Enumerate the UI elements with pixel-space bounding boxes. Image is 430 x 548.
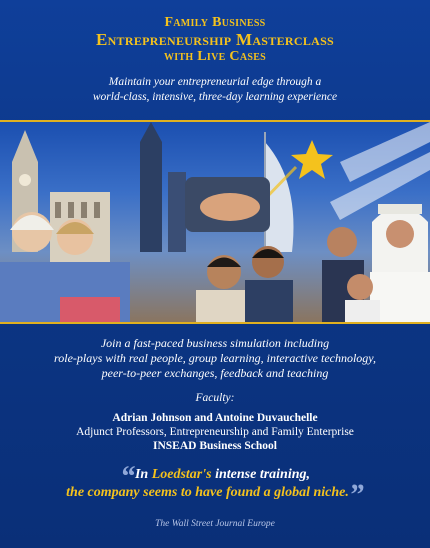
quote-line-2 [0,478,430,511]
program-description [0,336,430,381]
title-line-2: Entrepreneurship Masterclass [95,30,335,49]
subtitle-line-2: world-class, intensive, three-day learning experience [92,91,338,103]
description-line-2: role-plays with real people, group learning, interactive technology, [54,351,376,365]
faculty-names: Adrian Johnson and Antoine Duvauchelle [112,412,318,424]
quote-highlight: Loedstar's [151,467,212,482]
testimonial-quote [0,460,430,511]
faculty-label: Faculty: [195,392,235,404]
title-line-1: Family Business [164,15,266,30]
header [0,14,430,105]
skyscraper-icon [140,122,186,252]
collage-illustration [0,122,430,322]
subtitle [0,75,430,105]
description-line-1: Join a fast-paced business simulation including [100,336,330,350]
faculty-role: Adjunct Professors, Entrepreneurship and Family Enterprise [76,426,354,438]
business-people-icon [196,246,293,322]
faculty-school: INSEAD Business School [153,440,277,452]
quote-source: The Wall Street Journal Europe [155,519,275,529]
open-quote-icon: “ [119,460,135,493]
handshake-icon [185,177,270,232]
quote-line-2-text: the company seems to have found a global niche. [66,485,349,500]
close-quote-icon: ” [348,478,364,511]
subtitle-line-1: Maintain your entrepreneurial edge through a [108,76,322,88]
family-photo-icon [0,212,130,322]
quote-part-2: intense training, [211,467,311,482]
quote-part-1: In [134,467,152,482]
faculty-section [0,391,430,453]
photo-collage [0,120,430,324]
description-line-3: peer-to-peer exchanges, feedback and teaching [101,366,329,380]
title-line-3: with Live Cases [163,49,267,64]
